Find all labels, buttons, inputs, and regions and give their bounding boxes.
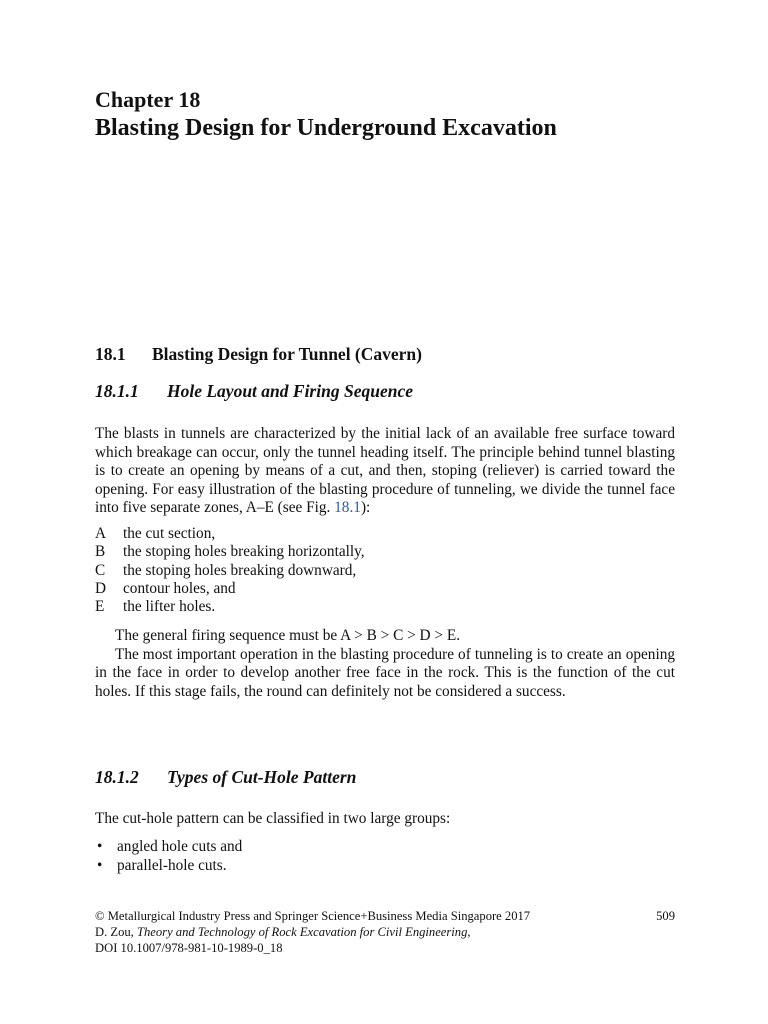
zone-text: the lifter holes.	[123, 598, 216, 616]
zone-letter: D	[95, 579, 107, 597]
citation-line	[95, 924, 675, 940]
bullet-icon: •	[97, 838, 103, 855]
zone-letter: B	[95, 543, 106, 561]
figure-link[interactable]: 18.1	[334, 499, 361, 517]
zone-letter: A	[95, 525, 107, 542]
list-item	[95, 598, 675, 616]
list-item	[95, 837, 675, 856]
chapter-label: Chapter 18	[95, 87, 201, 112]
subsection-title: Hole Layout and Firing Sequence	[167, 381, 413, 401]
doi-line: DOI 10.1007/978-981-10-1989-0_18	[95, 941, 283, 956]
copyright-notice: © Metallurgical Industry Press and Springer Science+Business Media Singapore 2017	[95, 909, 531, 923]
bullet-icon: •	[97, 857, 103, 874]
subsection-title: Types of Cut-Hole Pattern	[167, 767, 357, 787]
section-number: 18.1	[95, 344, 126, 364]
section-heading-18-1	[95, 343, 675, 365]
list-item	[95, 856, 675, 875]
subsection-number: 18.1.1	[95, 381, 139, 401]
chapter-title: Blasting Design for Underground Excavation	[95, 115, 557, 141]
book-title: Theory and Technology of Rock Excavation for Civil Engineering	[136, 925, 468, 940]
zone-letter: C	[95, 561, 106, 579]
zone-letter: E	[95, 598, 105, 616]
zone-text: the stoping holes breaking horizontally,	[123, 543, 365, 561]
intro-text: The blasts in tunnels are characterized by the initial lack of an available free surface toward which breakage can occur, only the tunnel heading itself. The principle behind tunnel blasting is to create an opening by means of a cut, and then, stoping (reliever) is carried toward the opening. For easy illustration of the blasting procedure of tunneling, we divide the tunnel face into five separate zones, A–E (see Fig.	[95, 425, 675, 517]
bullet-text: parallel-hole cuts.	[117, 857, 227, 874]
list-item	[95, 525, 675, 543]
intro-end: ):	[360, 499, 371, 517]
body-paragraphs	[95, 627, 675, 701]
page-number: 509	[656, 909, 675, 923]
intro-paragraph	[95, 425, 675, 518]
subsection-heading-18-1-1	[95, 380, 675, 402]
zone-list	[95, 525, 675, 616]
page-footer	[95, 908, 675, 957]
cut-pattern-intro	[95, 810, 675, 829]
section-title: Blasting Design for Tunnel (Cavern)	[152, 344, 422, 364]
list-item	[95, 562, 675, 580]
zone-text: contour holes, and	[123, 579, 236, 597]
cut-pattern-intro-text: The cut-hole pattern can be classified in two large groups:	[95, 810, 451, 827]
author: D. Zou,	[95, 925, 137, 940]
zone-text: the stoping holes breaking downward,	[123, 561, 357, 579]
book-title-end: ,	[467, 925, 471, 940]
subsection-number: 18.1.2	[95, 767, 139, 787]
bullet-list	[95, 837, 675, 875]
cut-paragraph: The most important operation in the blasting procedure of tunneling is to create an opening in the face in order to develop another free face in the rock. This is the function of the cut holes. If this stage fails, the round can definitely not be considered a success.	[95, 645, 675, 700]
list-item	[95, 543, 675, 561]
zone-text: the cut section,	[123, 525, 216, 542]
firing-sequence-text: The general firing sequence must be A > B > C > D > E.	[115, 627, 461, 644]
subsection-heading-18-1-2	[95, 766, 675, 788]
bullet-text: angled hole cuts and	[117, 838, 243, 855]
list-item	[95, 580, 675, 598]
